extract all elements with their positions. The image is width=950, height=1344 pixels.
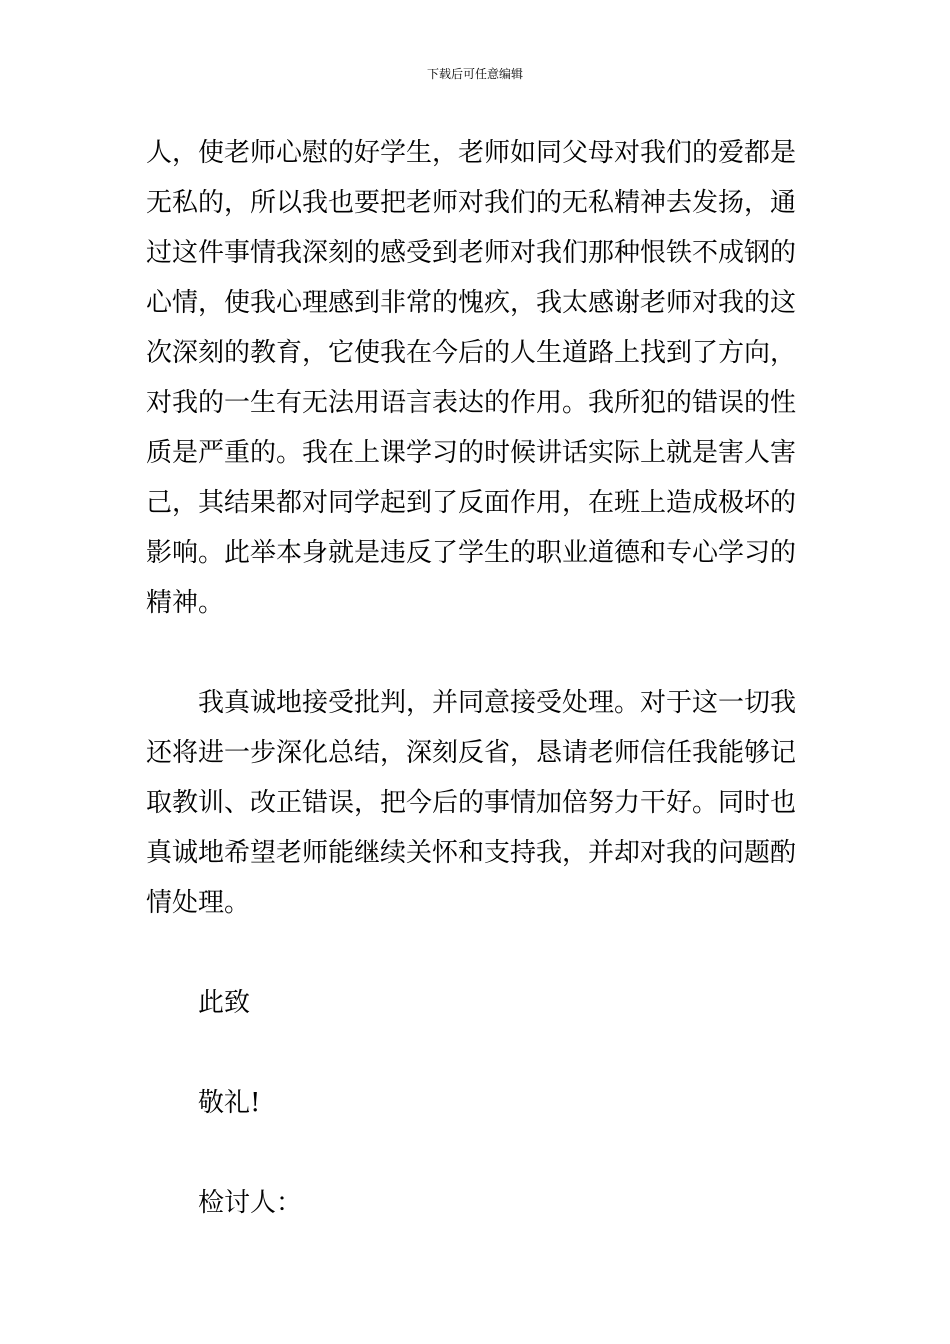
text-line: 己，其结果都对同学起到了反面作用，在班上造成极坏的 (146, 488, 797, 518)
text-line: 人，使老师心慰的好学生，老师如同父母对我们的爱都是 (146, 138, 797, 168)
salute-block (146, 1078, 806, 1128)
text-line: 过这件事情我深刻的感受到老师对我们那种恨铁不成钢的 (146, 238, 797, 268)
closing-block (146, 978, 806, 1028)
page-header: 下载后可任意编辑 (426, 67, 523, 81)
paragraph-gap (146, 1028, 806, 1078)
text-line: 取教训、改正错误，把今后的事情加倍努力干好。同时也 (146, 788, 797, 818)
salute-text: 敬礼! (198, 1088, 261, 1118)
paragraph-gap (146, 628, 806, 678)
text-line: 还将进一步深化总结，深刻反省，恳请老师信任我能够记 (146, 738, 797, 768)
text-line: 我真诚地接受批判，并同意接受处理。对于这一切我 (198, 688, 797, 718)
text-line: 真诚地希望老师能继续关怀和支持我，并却对我的问题酌 (146, 838, 797, 868)
paragraph-gap (146, 1128, 806, 1178)
text-line: 精神。 (146, 588, 225, 618)
paragraph-acceptance (146, 678, 806, 928)
paragraph-continuation (146, 128, 806, 628)
document-body (146, 128, 806, 1228)
text-line: 次深刻的教育，它使我在今后的人生道路上找到了方向， (146, 338, 797, 368)
text-line: 影响。此举本身就是违反了学生的职业道德和专心学习的 (146, 538, 797, 568)
text-line: 对我的一生有无法用语言表达的作用。我所犯的错误的性 (146, 388, 797, 418)
text-line: 质是严重的。我在上课学习的时候讲话实际上就是害人害 (146, 438, 797, 468)
paragraph-gap (146, 928, 806, 978)
text-line: 情处理。 (146, 888, 251, 918)
signature-label: 检讨人： (198, 1188, 303, 1218)
text-line: 心情，使我心理感到非常的愧疚，我太感谢老师对我的这 (146, 288, 797, 318)
signature-block (146, 1178, 806, 1228)
closing-text: 此致 (198, 988, 251, 1018)
text-line: 无私的，所以我也要把老师对我们的无私精神去发扬，通 (146, 188, 797, 218)
